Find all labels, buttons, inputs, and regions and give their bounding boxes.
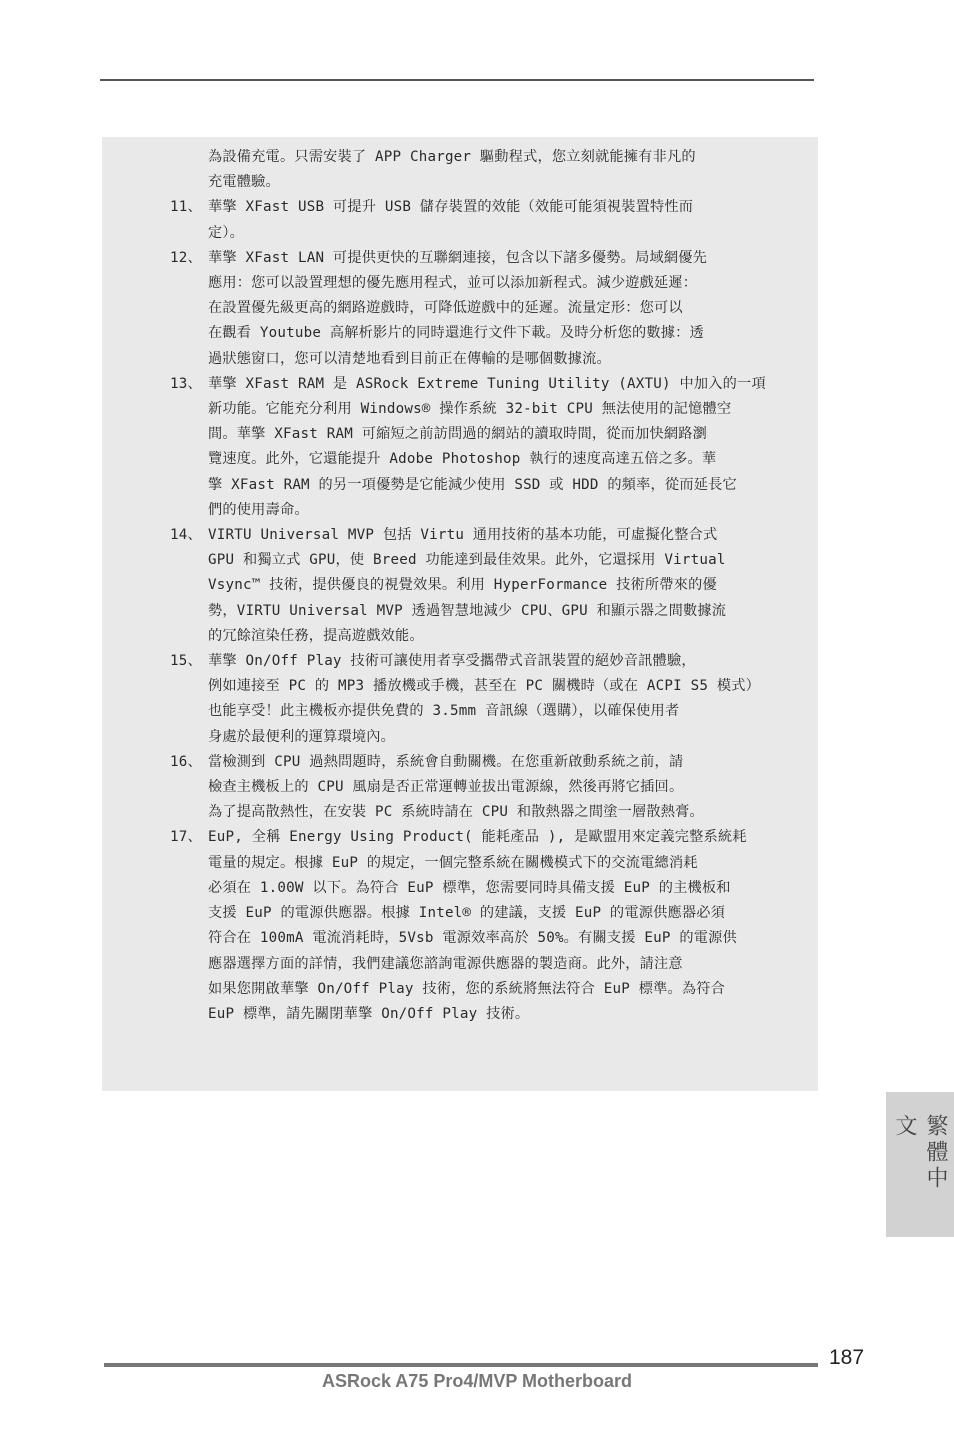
list-item-15-line: 例如連接至 PC 的 MP3 播放機或手機，甚至在 PC 關機時（或在 ACPI S5 模式）: [208, 678, 761, 695]
list-item-17-line: 應器選擇方面的詳情，我們建議您諮詢電源供應器的製造商。此外，請注意: [208, 955, 683, 972]
footer-rule: [104, 1363, 818, 1367]
language-side-tab: [886, 1092, 954, 1237]
list-item-13-line: 們的使用壽命。: [208, 501, 309, 518]
list-item-13-line: 新功能。它能充分利用 Windows® 操作系統 32-bit CPU 無法使用的記憶體空: [208, 401, 732, 418]
list-item-12-line: 在觀看 Youtube 高解析影片的同時還進行文件下載。及時分析您的數據：透: [208, 325, 704, 342]
item-text: VIRTU Universal MVP 包括 Virtu 通用技術的基本功能，可虛擬化整合式: [208, 527, 718, 544]
list-item-10-line: 為設備充電。只需安裝了 APP Charger 驅動程式，您立刻就能擁有非凡的: [208, 149, 696, 165]
list-item-14-line: Vsync™ 技術，提供優良的視覺效果。利用 HyperFormance 技術所帶來的優: [208, 577, 717, 594]
footer-title-text: ASRock A75 Pro4/MVP Motherboard: [321, 1371, 633, 1391]
list-item-17-line: EuP 標準，請先關閉華擎 On/Off Play 技術。: [208, 1005, 530, 1022]
item-number: 16、: [170, 753, 202, 770]
feature-list: [102, 145, 818, 1027]
list-item-17-line: 如果您開啟華擎 On/Off Play 技術，您的系統將無法符合 EuP 標準。為符合: [208, 980, 726, 997]
list-item-13-line: 間。華擎 XFast RAM 可縮短之前訪問過的網站的讀取時間，從而加快網路瀏: [208, 426, 708, 443]
list-item-12: [102, 246, 818, 271]
list-item-16-line: 為了提高散熱性，在安裝 PC 系統時請在 CPU 和散熱器之間塗一層散熱膏。: [208, 804, 704, 821]
item-number: 15、: [170, 653, 202, 670]
list-item-10-line: 充電體驗。: [208, 174, 280, 191]
item-text: 當檢測到 CPU 過熱問題時，系統會自動關機。在您重新啟動系統之前，請: [208, 753, 684, 770]
list-item-17-line: 電量的規定。根據 EuP 的規定，一個完整系統在關機模式下的交流電總消耗: [208, 854, 698, 871]
list-item-17: [102, 825, 818, 850]
item-text: 華擎 On/Off Play 技術可讓使用者享受攜帶式音訊裝置的絕妙音訊體驗，: [208, 653, 696, 670]
item-number: 12、: [170, 249, 202, 266]
list-item-15: [102, 649, 818, 674]
list-item-11: [102, 195, 818, 220]
list-item-13-line: 擎 XFast RAM 的另一項優勢是它能減少使用 SSD 或 HDD 的頻率，從而延長它: [208, 476, 737, 493]
list-item-16-line: 檢查主機板上的 CPU 風扇是否正常運轉並拔出電源線，然後再將它插回。: [208, 779, 684, 796]
content-panel: [102, 137, 818, 1091]
list-item-13: [102, 372, 818, 397]
item-number: 14、: [170, 527, 202, 544]
item-text: EuP, 全稱 Energy Using Product( 能耗產品 ), 是歐盟用來定義完整系統耗: [208, 829, 747, 846]
page-number: 187: [829, 1346, 865, 1369]
item-number: 11、: [170, 199, 202, 216]
item-text: 華擎 XFast USB 可提升 USB 儲存裝置的效能（效能可能須視裝置特性而: [208, 199, 694, 216]
top-rule: [100, 79, 814, 81]
list-item-11-line: 定）。: [208, 224, 245, 241]
list-item-16: [102, 750, 818, 775]
item-text: 華擎 XFast RAM 是 ASRock Extreme Tuning Utility (AXTU) 中加入的一項: [208, 375, 766, 392]
list-item-12-line: 應用：您可以設置理想的優先應用程式，並可以添加新程式。減少遊戲延遲：: [208, 275, 698, 292]
list-item-15-line: 身處於最便利的運算環境內。: [208, 728, 396, 745]
list-item-17-line: 必須在 1.00W 以下。為符合 EuP 標準，您需要同時具備支援 EuP 的主機板和: [208, 879, 731, 896]
footer-title: [0, 1371, 954, 1392]
language-tab-label: 繁體中文: [892, 1114, 948, 1192]
list-item-12-line: 在設置優先級更高的網路遊戲時，可降低遊戲中的延遲。流量定形：您可以: [208, 300, 683, 317]
list-item-14-line: 的冗餘渲染任務，提高遊戲效能。: [208, 627, 424, 644]
list-item-17-line: 符合在 100mA 電流消耗時，5Vsb 電源效率高於 50%。有關支援 EuP 的電源供: [208, 930, 737, 947]
list-item-14-line: GPU 和獨立式 GPU，使 Breed 功能達到最佳效果。此外，它還採用 Virtual: [208, 552, 726, 569]
list-item-17-line: 支援 EuP 的電源供應器。根據 Intel® 的建議，支援 EuP 的電源供應器必須: [208, 905, 726, 922]
list-item-15-line: 也能享受！此主機板亦提供免費的 3.5mm 音訊線（選購），以確保使用者: [208, 703, 680, 720]
item-number: 17、: [170, 829, 202, 846]
list-item-14: [102, 523, 818, 548]
item-number: 13、: [170, 375, 202, 392]
item-text: 華擎 XFast LAN 可提供更快的互聯網連接，包含以下諸多優勢。局域網優先: [208, 249, 708, 266]
list-item-12-line: 過狀態窗口，您可以清楚地看到目前正在傳輸的是哪個數據流。: [208, 350, 611, 367]
list-item-13-line: 覽速度。此外，它還能提升 Adobe Photoshop 執行的速度高達五倍之多。華: [208, 451, 717, 468]
list-item-14-line: 勢，VIRTU Universal MVP 透過智慧地減少 CPU、GPU 和顯示器之間數據流: [208, 602, 727, 619]
